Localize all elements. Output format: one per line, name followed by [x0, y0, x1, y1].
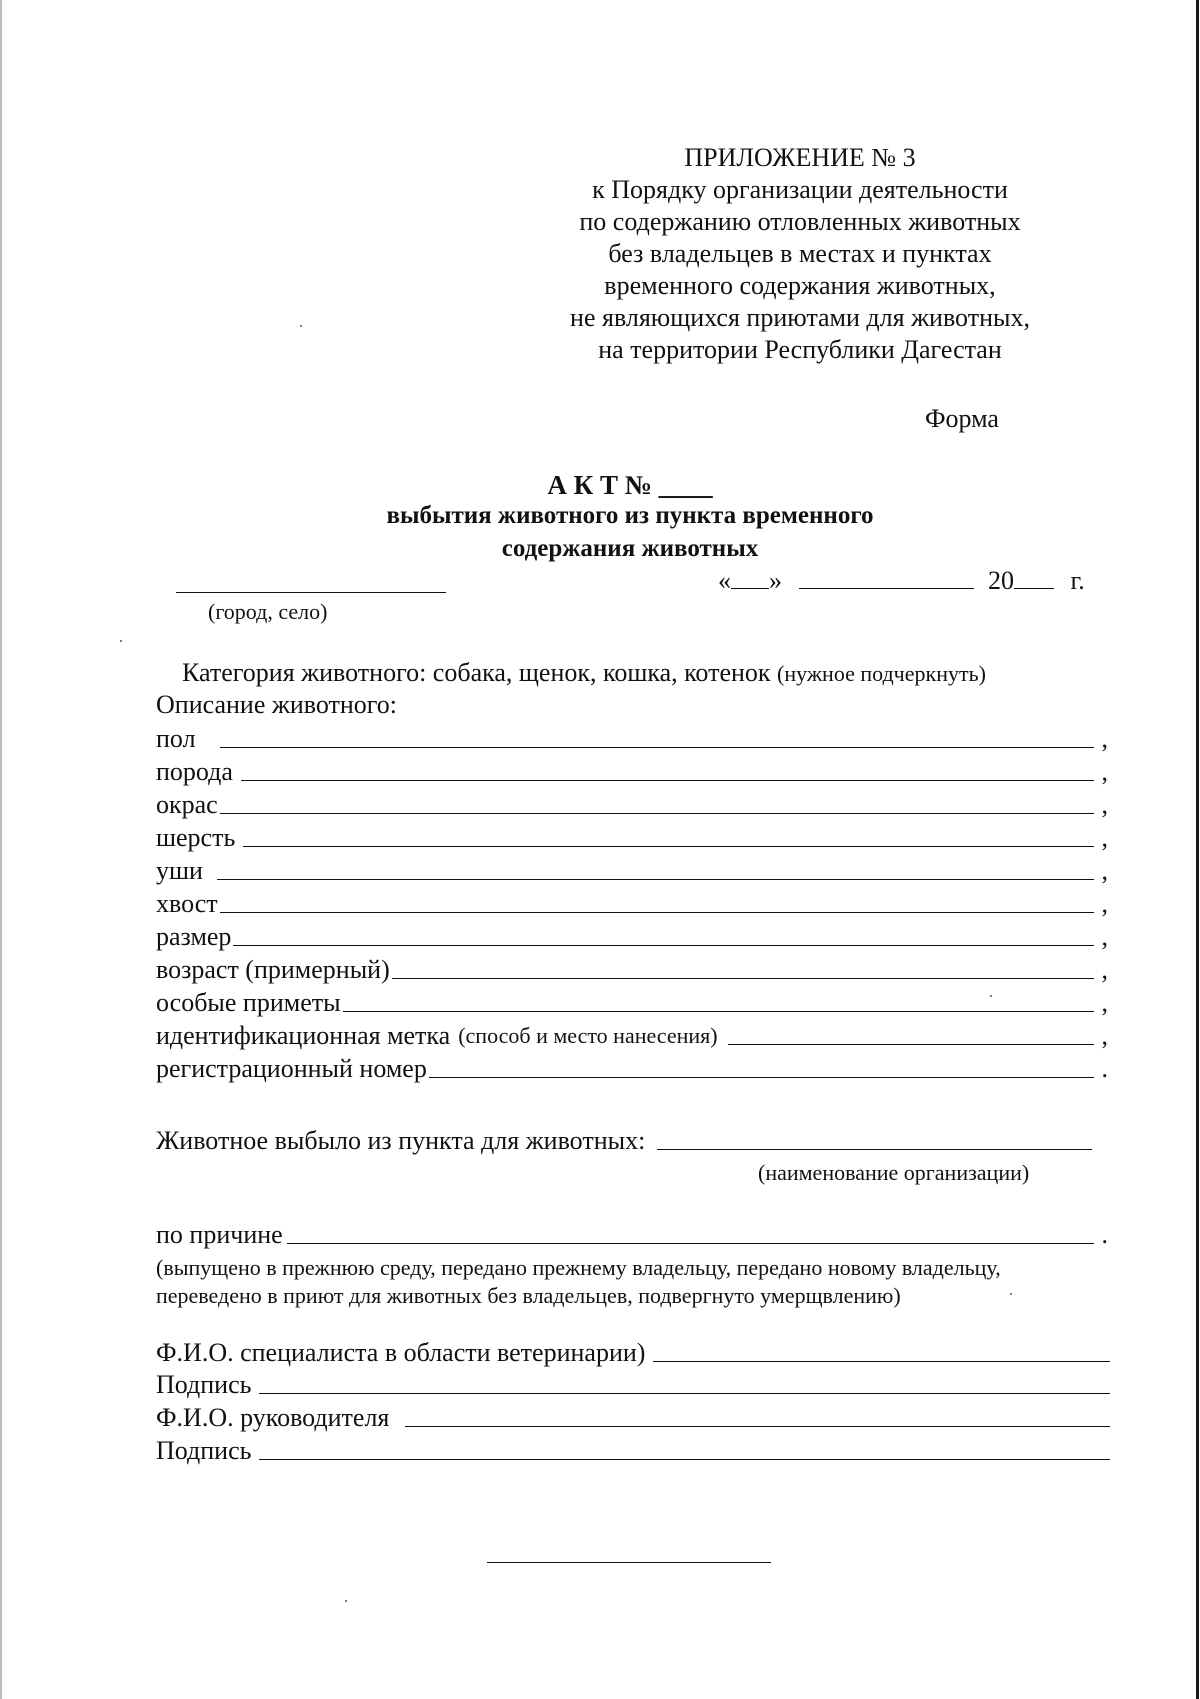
- field-label: Подпись: [156, 1370, 252, 1399]
- field-label: хвост: [156, 889, 218, 918]
- field-line[interactable]: [259, 1437, 1110, 1460]
- field-punct: ,: [1101, 856, 1108, 885]
- field-label: уши: [156, 856, 203, 885]
- appendix-header: [500, 142, 1100, 366]
- field-line[interactable]: [405, 1404, 1110, 1427]
- field-breed[interactable]: [156, 755, 1108, 787]
- act-subtitle-line2: содержания животных: [501, 535, 759, 562]
- field-head-name[interactable]: [156, 1401, 1110, 1433]
- act-title: А К Т № ____: [547, 470, 713, 500]
- field-label: Животное выбыло из пункта для животных:: [156, 1126, 646, 1155]
- appendix-line: к Порядку организации деятельности: [592, 175, 1008, 204]
- field-line[interactable]: [259, 1371, 1110, 1394]
- appendix-line: не являющихся приютами для животных,: [570, 303, 1030, 332]
- field-reason[interactable]: [156, 1218, 1108, 1250]
- city-caption: (город, село): [208, 599, 328, 624]
- field-age[interactable]: [156, 953, 1108, 985]
- field-departure[interactable]: [156, 1124, 1092, 1156]
- field-label: возраст (примерный): [156, 955, 390, 984]
- field-color[interactable]: [156, 788, 1108, 820]
- date-year-line[interactable]: [1014, 566, 1054, 589]
- field-line[interactable]: [429, 1055, 1094, 1078]
- field-line[interactable]: [220, 791, 1094, 814]
- field-label: порода: [156, 757, 233, 786]
- field-fur[interactable]: [156, 821, 1108, 853]
- field-id-mark[interactable]: [156, 1019, 1108, 1051]
- category-text: Категория животного: собака, щенок, кошка, котенок: [182, 658, 771, 687]
- city-input-line[interactable]: [176, 592, 446, 593]
- category-note: (нужное подчеркнуть): [777, 661, 986, 686]
- scan-speck: [120, 640, 122, 642]
- field-punct: ,: [1101, 823, 1108, 852]
- appendix-line: временного содержания животных,: [604, 271, 996, 300]
- field-punct: ,: [1101, 724, 1108, 753]
- scan-speck: [345, 1600, 347, 1602]
- field-label: по причине: [156, 1220, 283, 1249]
- field-line[interactable]: [392, 956, 1094, 979]
- field-sex[interactable]: [156, 722, 1108, 754]
- date-day-line[interactable]: [731, 566, 769, 589]
- appendix-title: ПРИЛОЖЕНИЕ № 3: [684, 143, 916, 172]
- field-reg-number[interactable]: [156, 1052, 1108, 1084]
- scan-right-edge: [1196, 0, 1199, 1699]
- field-note: (способ и место нанесения): [458, 1023, 718, 1048]
- field-tail[interactable]: [156, 887, 1108, 919]
- departure-caption: (наименование организации): [758, 1160, 1030, 1185]
- date-open-quote: «: [718, 566, 731, 595]
- description-heading: Описание животного:: [156, 690, 398, 719]
- date-month-line[interactable]: [799, 566, 974, 589]
- appendix-line: на территории Республики Дагестан: [598, 335, 1002, 364]
- field-head-signature[interactable]: [156, 1434, 1110, 1466]
- field-line[interactable]: [220, 725, 1094, 748]
- field-punct: ,: [1101, 1021, 1108, 1050]
- field-label: шерсть: [156, 823, 236, 852]
- field-line[interactable]: [217, 857, 1094, 880]
- category-line: [182, 658, 986, 688]
- field-special-marks[interactable]: [156, 986, 1108, 1018]
- date-close-quote: »: [769, 566, 782, 595]
- field-punct: ,: [1101, 955, 1108, 984]
- field-line[interactable]: [343, 989, 1094, 1012]
- date-row: [718, 566, 1085, 596]
- scan-left-edge: [0, 0, 2, 1699]
- scan-speck: [300, 325, 302, 327]
- date-year-prefix: 20: [988, 566, 1014, 595]
- field-label: окрас: [156, 790, 218, 819]
- field-vet-name[interactable]: [156, 1336, 1110, 1368]
- field-vet-signature[interactable]: [156, 1368, 1110, 1400]
- field-line[interactable]: [653, 1339, 1110, 1362]
- field-punct: ,: [1101, 790, 1108, 819]
- reason-note: (выпущено в прежнюю среду, передано прежнему владельцу, передано новому владельцу, переведено в приют для животных без владельцев, подвергнуто умерщвлению): [156, 1255, 1001, 1308]
- field-punct: ,: [1101, 922, 1108, 951]
- field-line[interactable]: [241, 758, 1094, 781]
- field-label: Ф.И.О. специалиста в области ветеринарии): [156, 1338, 646, 1367]
- appendix-line: по содержанию отловленных животных: [579, 207, 1021, 236]
- field-punct: ,: [1101, 757, 1108, 786]
- appendix-line: без владельцев в местах и пунктах: [608, 239, 992, 268]
- field-punct: ,: [1101, 889, 1108, 918]
- field-label: регистрационный номер: [156, 1054, 427, 1083]
- field-punct: .: [1101, 1220, 1108, 1249]
- field-line[interactable]: [233, 923, 1094, 946]
- field-label: особые приметы: [156, 988, 341, 1017]
- field-label: размер: [156, 922, 232, 951]
- field-line[interactable]: [657, 1127, 1092, 1150]
- field-label: Ф.И.О. руководителя: [156, 1403, 390, 1432]
- field-line[interactable]: [220, 890, 1094, 913]
- field-line[interactable]: [728, 1022, 1094, 1045]
- field-label: идентификационная метка: [156, 1021, 451, 1050]
- form-label: Форма: [925, 404, 999, 433]
- field-ears[interactable]: [156, 854, 1108, 886]
- end-of-document-rule: [487, 1562, 771, 1563]
- field-line[interactable]: [287, 1221, 1094, 1244]
- field-label: пол: [156, 724, 196, 753]
- field-label: Подпись: [156, 1436, 252, 1465]
- field-size[interactable]: [156, 920, 1108, 952]
- date-year-suffix: г.: [1070, 566, 1085, 595]
- act-subtitle-line1: выбытия животного из пункта временного: [386, 502, 874, 529]
- field-punct: .: [1101, 1054, 1108, 1083]
- field-punct: ,: [1101, 988, 1108, 1017]
- field-line[interactable]: [243, 824, 1094, 847]
